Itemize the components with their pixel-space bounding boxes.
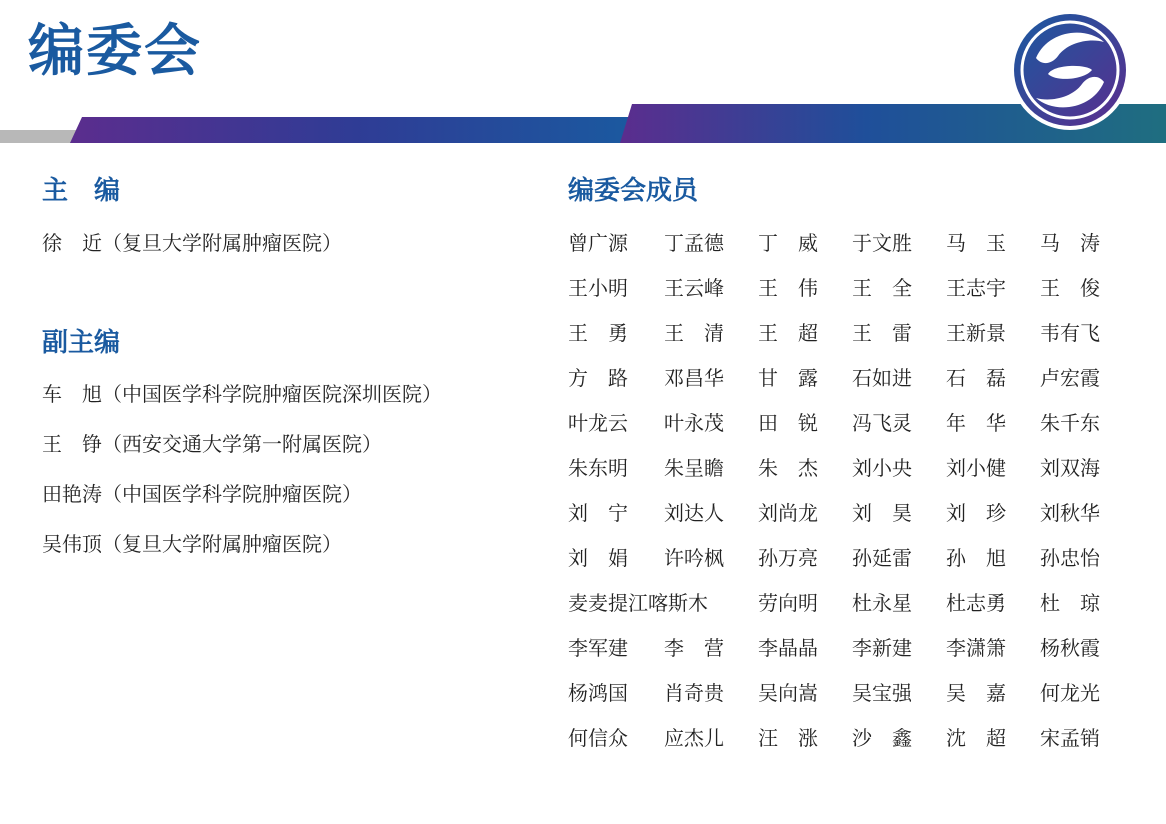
- member-name: 刘 珍: [946, 501, 1006, 525]
- member-name: 王 清: [664, 321, 724, 345]
- member-name: 朱东明: [568, 456, 628, 480]
- deputy-editor-entry: 吴伟顶（复旦大学附属肿瘤医院）: [42, 532, 342, 556]
- deputy-editor-entry: 车 旭（中国医学科学院肿瘤医院深圳医院）: [42, 382, 442, 406]
- member-name: 何信众: [568, 726, 628, 750]
- member-name: 方 路: [568, 366, 628, 390]
- member-name: 邓昌华: [664, 366, 724, 390]
- member-name: 刘 昊: [852, 501, 912, 525]
- member-name: 李军建: [568, 636, 628, 660]
- member-name: 李 营: [664, 636, 724, 660]
- member-name: 李晶晶: [758, 636, 818, 660]
- deputy-editor-entry: 田艳涛（中国医学科学院肿瘤医院）: [42, 482, 362, 506]
- deputy-editor-heading: 副主编: [42, 328, 121, 358]
- members-heading: 编委会成员: [568, 176, 699, 206]
- member-name: 年 华: [946, 411, 1006, 435]
- member-name: 朱千东: [1040, 411, 1100, 435]
- member-name: 沈 超: [946, 726, 1006, 750]
- chief-editor-entry: 徐 近（复旦大学附属肿瘤医院）: [42, 231, 342, 255]
- member-name: 沙 鑫: [852, 726, 912, 750]
- member-name: 王 伟: [758, 276, 818, 300]
- member-name: 宋孟销: [1040, 726, 1100, 750]
- member-name: 刘双海: [1040, 456, 1100, 480]
- member-name: 刘 娟: [568, 546, 628, 570]
- member-name: 李新建: [852, 636, 912, 660]
- member-name: 朱 杰: [758, 456, 818, 480]
- member-name: 吴 嘉: [946, 681, 1006, 705]
- member-name: 叶永茂: [664, 411, 724, 435]
- member-name: 王 勇: [568, 321, 628, 345]
- member-name: 冯飞灵: [852, 411, 912, 435]
- member-name: 马 涛: [1040, 231, 1100, 255]
- member-name: 丁孟德: [664, 231, 724, 255]
- member-name: 石如进: [852, 366, 912, 390]
- member-name: 王小明: [568, 276, 628, 300]
- member-name: 朱呈瞻: [664, 456, 724, 480]
- member-name: 王 俊: [1040, 276, 1100, 300]
- member-name: 刘小央: [852, 456, 912, 480]
- member-name: 汪 涨: [758, 726, 818, 750]
- member-name: 丁 威: [758, 231, 818, 255]
- member-name: 麦麦提江喀斯木: [568, 591, 708, 615]
- member-name: 刘小健: [946, 456, 1006, 480]
- member-name: 孙万亮: [758, 546, 818, 570]
- member-name: 刘 宁: [568, 501, 628, 525]
- member-name: 孙 旭: [946, 546, 1006, 570]
- member-name: 李潇箫: [946, 636, 1006, 660]
- member-name: 于文胜: [852, 231, 912, 255]
- member-name: 杜永星: [852, 591, 912, 615]
- member-name: 韦有飞: [1040, 321, 1100, 345]
- member-name: 杨秋霞: [1040, 636, 1100, 660]
- member-name: 杨鸿国: [568, 681, 628, 705]
- logo-icon: [1008, 8, 1132, 132]
- member-name: 王 超: [758, 321, 818, 345]
- member-name: 吴向嵩: [758, 681, 818, 705]
- member-name: 刘尚龙: [758, 501, 818, 525]
- member-name: 曾广源: [568, 231, 628, 255]
- member-name: 王 雷: [852, 321, 912, 345]
- member-name: 杜志勇: [946, 591, 1006, 615]
- deputy-editor-entry: 王 铮（西安交通大学第一附属医院）: [42, 432, 382, 456]
- member-name: 杜 琼: [1040, 591, 1100, 615]
- member-name: 孙延雷: [852, 546, 912, 570]
- member-name: 田 锐: [758, 411, 818, 435]
- chief-editor-heading: 主 编: [42, 176, 121, 206]
- member-name: 何龙光: [1040, 681, 1100, 705]
- member-name: 马 玉: [946, 231, 1006, 255]
- member-name: 叶龙云: [568, 411, 628, 435]
- member-name: 肖奇贵: [664, 681, 724, 705]
- member-name: 许吟枫: [664, 546, 724, 570]
- member-name: 王新景: [946, 321, 1006, 345]
- page-title: 编委会: [28, 19, 202, 84]
- member-name: 王志宇: [946, 276, 1006, 300]
- member-name: 甘 露: [758, 366, 818, 390]
- member-name: 王云峰: [664, 276, 724, 300]
- member-name: 吴宝强: [852, 681, 912, 705]
- member-name: 刘秋华: [1040, 501, 1100, 525]
- member-name: 刘达人: [664, 501, 724, 525]
- member-name: 卢宏霞: [1040, 366, 1100, 390]
- member-name: 孙忠怡: [1040, 546, 1100, 570]
- member-name: 王 全: [852, 276, 912, 300]
- member-name: 应杰儿: [664, 726, 724, 750]
- member-name: 劳向明: [758, 591, 818, 615]
- member-name: 石 磊: [946, 366, 1006, 390]
